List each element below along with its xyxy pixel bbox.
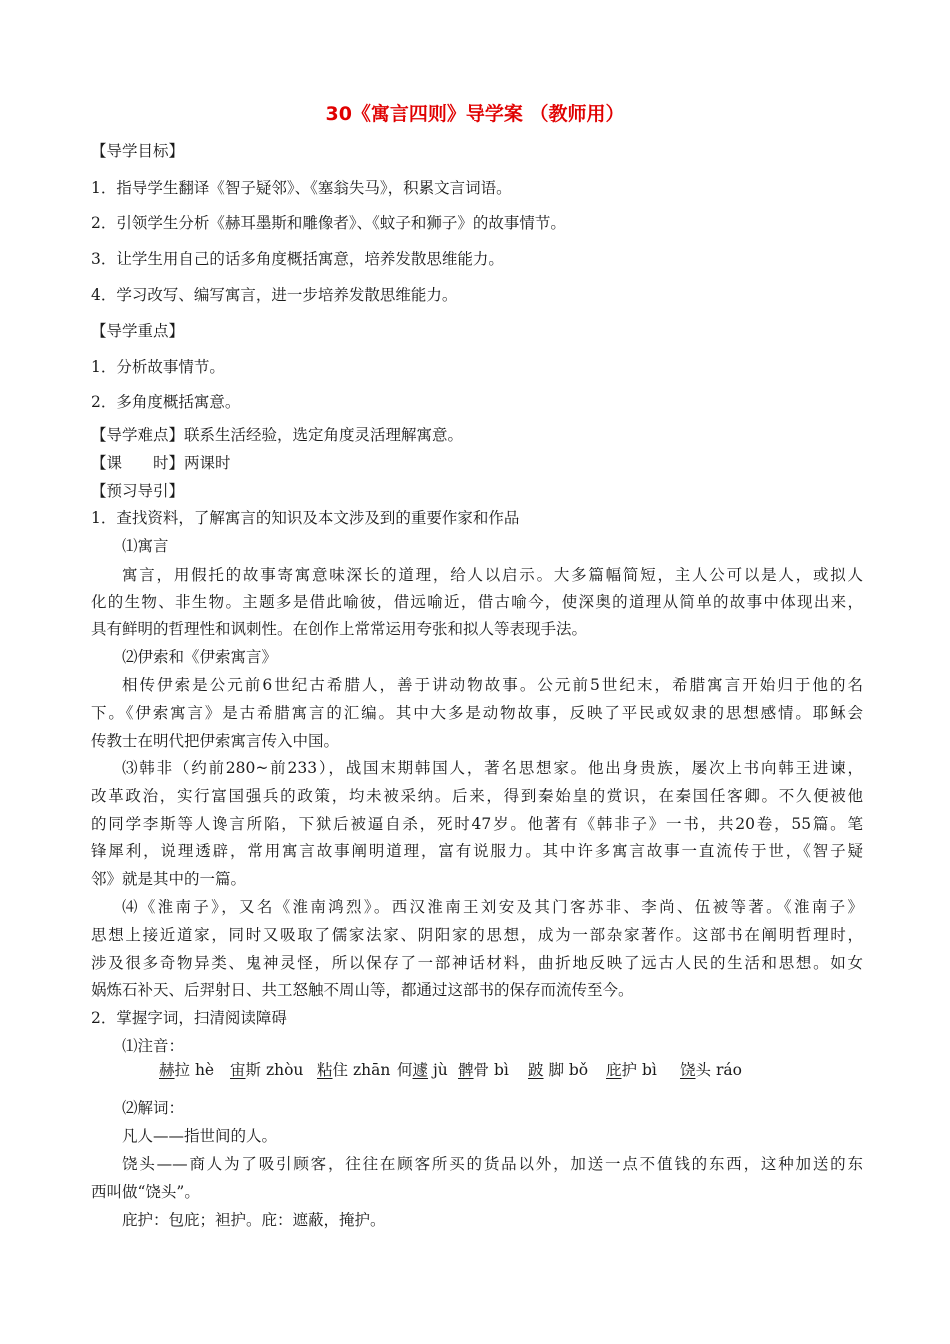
objective-item: 2．引领学生分析《赫耳墨斯和雕像者》、《蚊子和狮子》的故事情节。: [91, 214, 566, 232]
underlined-char: 赫: [159, 1061, 175, 1079]
section-4-line: 涉及很多奇物异类、鬼神灵怪，所以保存了一部神话材料，曲折地反映了远古人民的生活和思想。如女: [91, 954, 863, 972]
objective-item: 3．让学生用自己的话多角度概括寓意，培养发散思维能力。: [91, 250, 504, 268]
section-1-line: 化的生物、非生物。主题多是借此喻彼，借远喻近，借古喻今，使深奥的道理从简单的故事中体现出来，: [91, 593, 863, 611]
hours-line: 【课 时】两课时: [91, 454, 231, 472]
objective-item: 1．指导学生翻译《智子疑邻》、《塞翁失马》，积累文言词语。: [91, 179, 512, 197]
preview-heading: 【预习导引】: [91, 482, 185, 500]
section-4-line: 思想上接近道家，同时又吸取了儒家法家、阴阳家的思想，成为一部杂家著作。这部书在阐明哲理时，: [91, 926, 863, 944]
underlined-char: 庇: [606, 1061, 622, 1079]
pronunciation-entry: 赫拉 hè: [159, 1061, 215, 1079]
section-3-line: 的同学李斯等人谗言所陷，下狱后被逼自杀，死时47岁。他著有《韩非子》一书，共20卷，55篇。笔: [91, 815, 863, 833]
underlined-char: 宙: [230, 1061, 246, 1079]
underlined-char: 饶: [680, 1061, 696, 1079]
pronunciation-entry: 跛 脚 bǒ: [528, 1061, 589, 1079]
vocabulary-title: ⑵解词：: [122, 1099, 185, 1117]
key-points-heading: 【导学重点】: [91, 322, 185, 340]
section-3-line: 改革政治，实行富国强兵的政策，均未被采纳。后来，得到秦始皇的赏识，在秦国任客卿。不久便被他: [91, 787, 863, 805]
underlined-char: 髀: [458, 1061, 474, 1079]
pronunciation-entry: 何遽 jù: [397, 1061, 448, 1079]
section-2-line: 相传伊索是公元前6世纪古希腊人，善于讲动物故事。公元前5世纪末，希腊寓言开始归于他的名: [122, 676, 863, 694]
pronunciation-entry: 庇护 bì: [606, 1061, 657, 1079]
underlined-char: 跛: [528, 1061, 544, 1079]
pronunciation-entry: 粘住 zhān: [317, 1061, 391, 1079]
section-4-line: 娲炼石补天、后羿射日、共工怒触不周山等，都通过这部书的保存而流传至今。: [91, 981, 634, 999]
preview-item-1: 1．查找资料，了解寓言的知识及本文涉及到的重要作家和作品: [91, 509, 520, 527]
underlined-char: 遽: [412, 1061, 429, 1079]
objective-item: 4．学习改写、编写寓言，进一步培养发散思维能力。: [91, 286, 458, 304]
vocabulary-line: 凡人——指世间的人。: [122, 1127, 278, 1145]
underlined-char: 粘: [317, 1061, 333, 1079]
section-3-line: ⑶韩非（约前280~前233），战国末期韩国人，著名思想家。他出身贵族，屡次上书向韩王进谏，: [122, 759, 863, 777]
vocabulary-line: 西叫做“饶头”。: [91, 1183, 200, 1201]
section-1-line: 寓言，用假托的故事寄寓意味深长的道理，给人以启示。大多篇幅简短，主人公可以是人，或拟人: [122, 566, 863, 584]
pronunciation-entry: 宙斯 zhòu: [230, 1061, 304, 1079]
objectives-heading: 【导学目标】: [91, 142, 185, 160]
section-3-line: 邻》就是其中的一篇。: [91, 870, 247, 888]
section-1-title: ⑴寓言: [122, 537, 169, 555]
section-4-line: ⑷《淮南子》，又名《淮南鸿烈》。西汉淮南王刘安及其门客苏非、李尚、伍被等著。《淮南子》: [122, 898, 863, 916]
pronunciation-entry: 髀骨 bì: [458, 1061, 509, 1079]
key-point-item: 2．多角度概括寓意。: [91, 393, 241, 411]
difficulty-line: 【导学难点】联系生活经验，选定角度灵活理解寓意。: [91, 426, 464, 444]
preview-item-2: 2．掌握字词，扫清阅读障碍: [91, 1009, 287, 1027]
section-2-line: 下。《伊索寓言》是古希腊寓言的汇编。其中大多是动物故事，反映了平民或奴隶的思想感情。耶稣会: [91, 704, 863, 722]
document-title: 30《寓言四则》导学案 （教师用）: [325, 103, 625, 125]
key-point-item: 1．分析故事情节。: [91, 358, 225, 376]
pronunciation-entry: 饶头 ráo: [680, 1061, 742, 1079]
vocabulary-line: 庇护：包庇；袒护。庇：遮蔽，掩护。: [122, 1211, 386, 1229]
section-3-line: 锋犀利，说理透辟，常用寓言故事阐明道理，富有说服力。其中许多寓言故事一直流传于世，《智子疑: [91, 842, 863, 860]
pronunciation-title: ⑴注音：: [122, 1037, 185, 1055]
vocabulary-line: 饶头——商人为了吸引顾客，往往在顾客所买的货品以外，加送一点不值钱的东西，这种加送的东: [122, 1155, 863, 1173]
section-2-line: 传教士在明代把伊索寓言传入中国。: [91, 732, 340, 750]
section-2-title: ⑵伊索和《伊索寓言》: [122, 648, 278, 666]
section-1-line: 具有鲜明的哲理性和讽刺性。在创作上常常运用夸张和拟人等表现手法。: [91, 620, 588, 638]
